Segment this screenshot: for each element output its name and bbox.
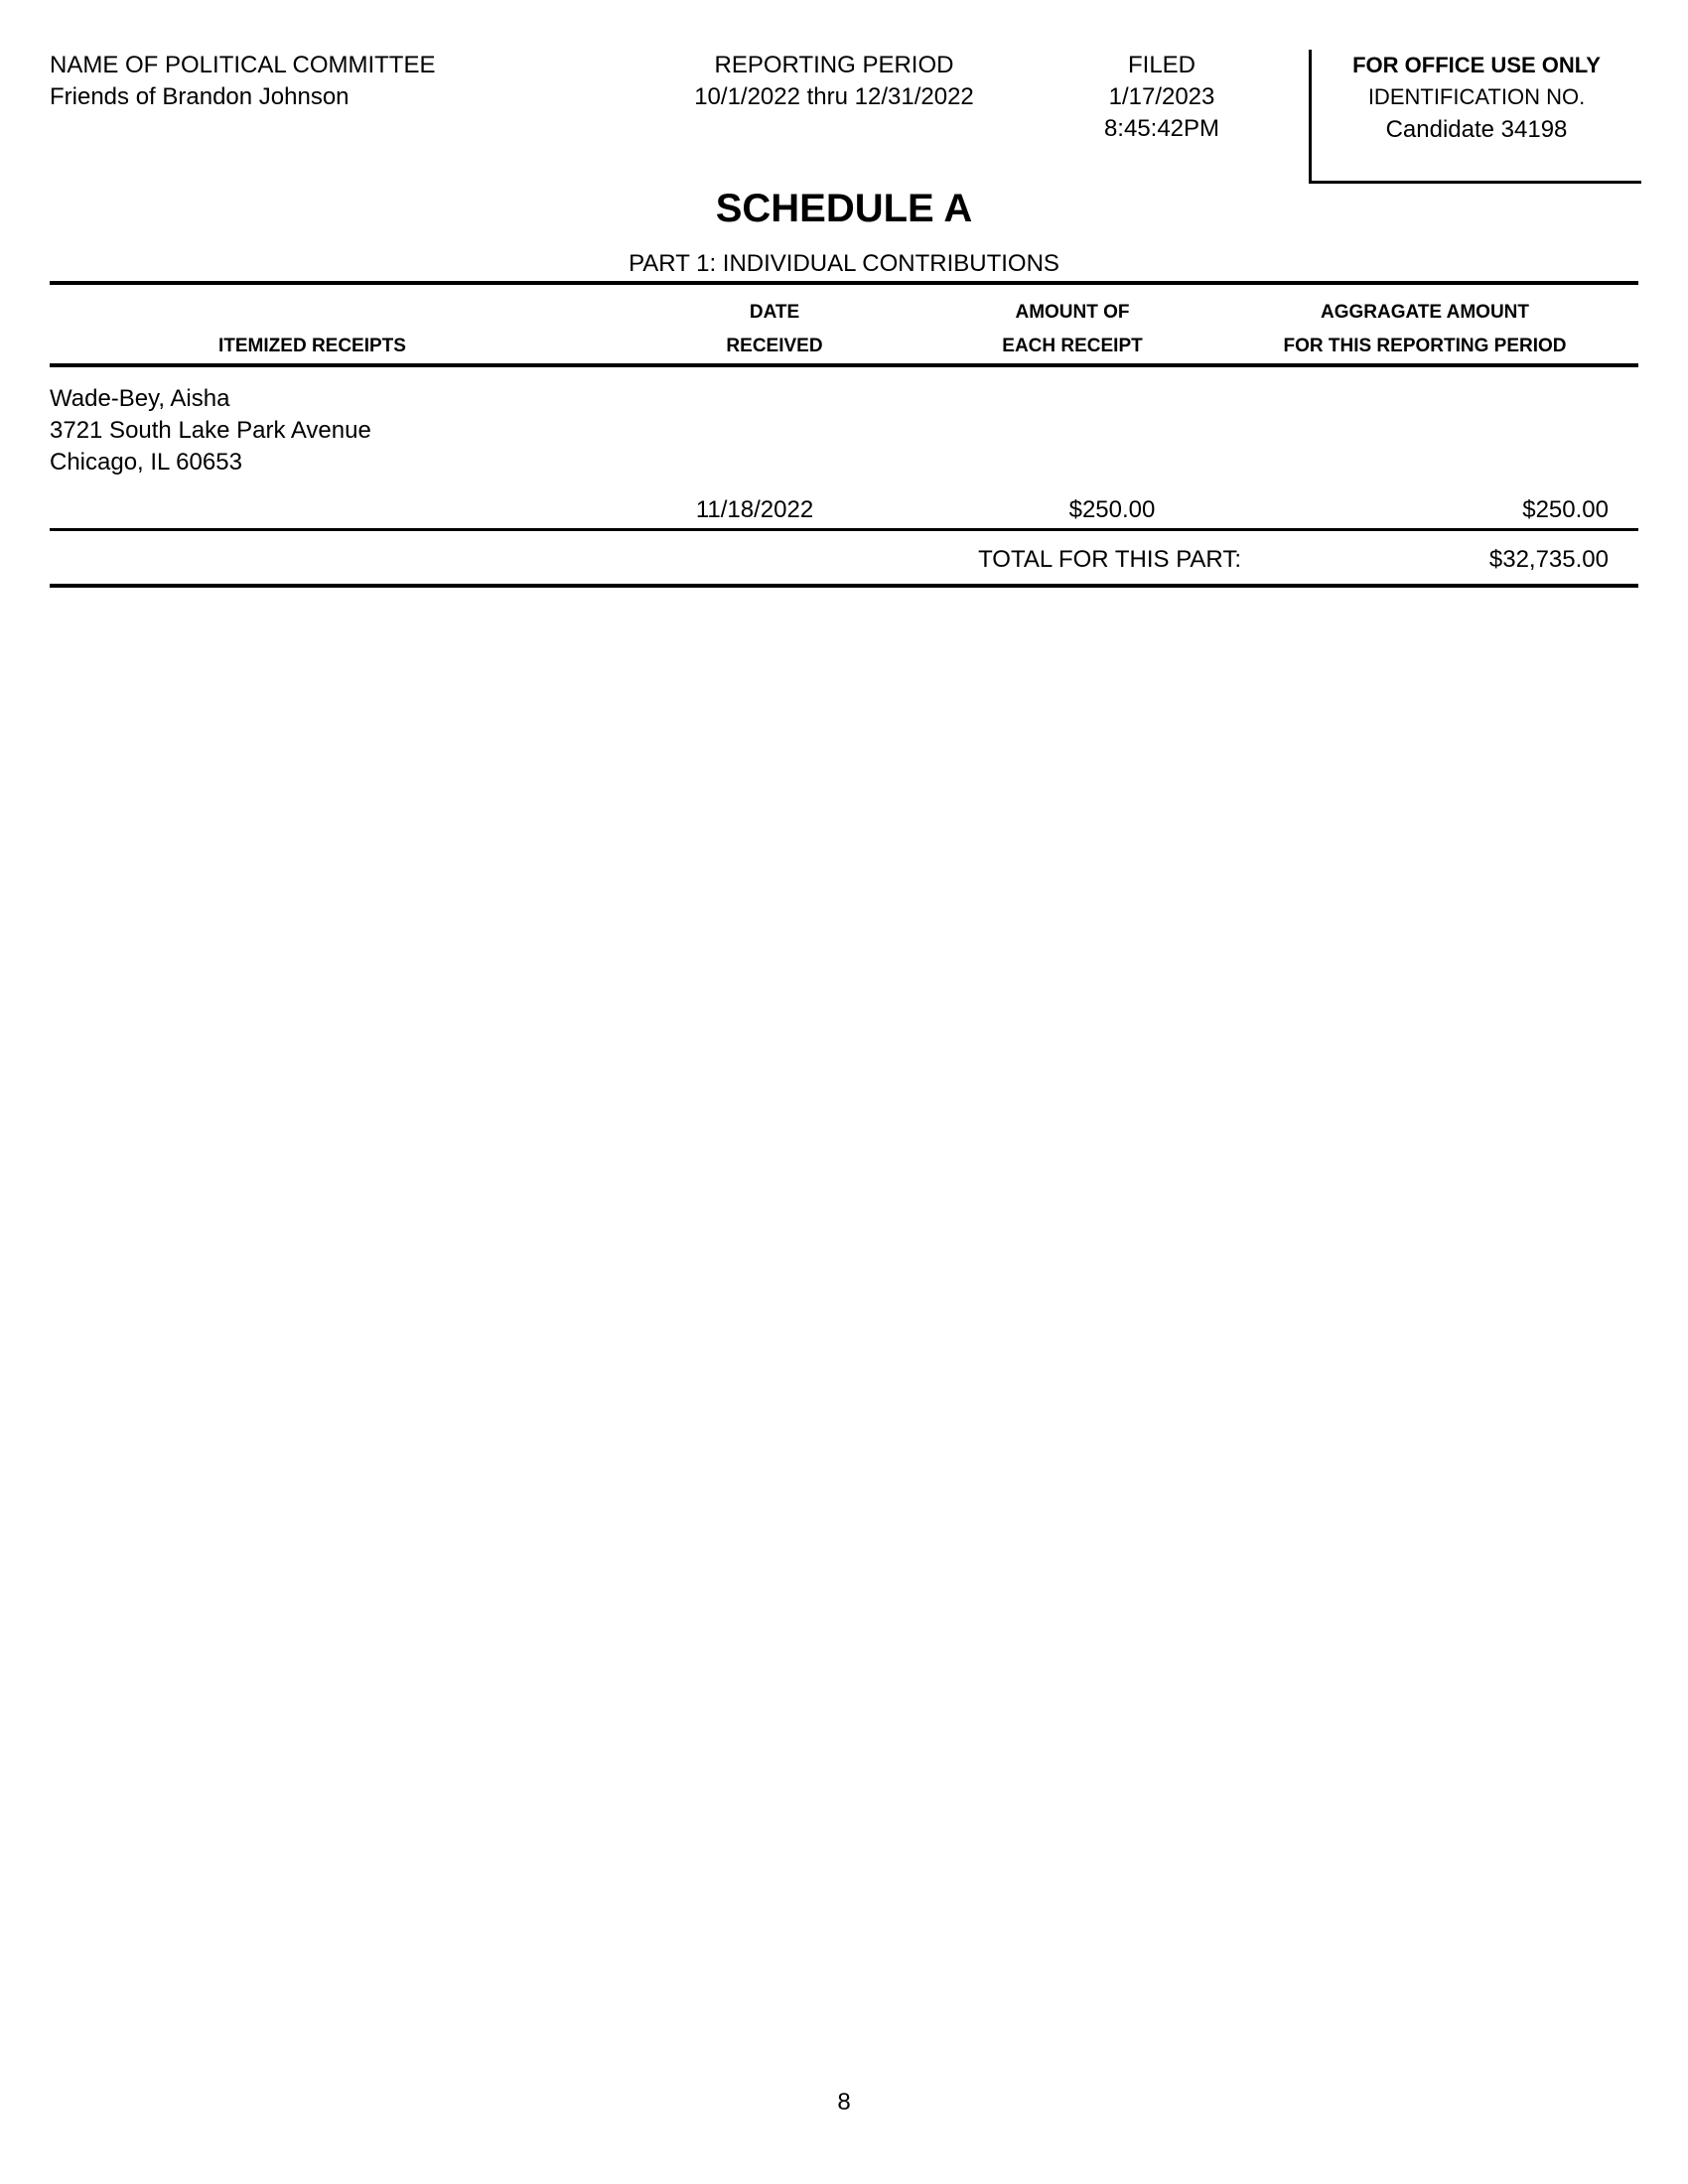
reporting-period-label: REPORTING PERIOD [714, 52, 954, 78]
total-rule [50, 584, 1638, 588]
page-number: 8 [837, 2089, 851, 2116]
contributor-name: Wade-Bey, Aisha [50, 385, 230, 412]
col-header-amount-line1: AMOUNT OF [1015, 302, 1130, 323]
col-header-aggregate-line1: AGGRAGATE AMOUNT [1320, 302, 1530, 323]
contribution-amount: $250.00 [1068, 496, 1156, 523]
identification-value: Candidate 34198 [1385, 116, 1568, 143]
contributor-address: 3721 South Lake Park Avenue [50, 417, 371, 444]
committee-label: NAME OF POLITICAL COMMITTEE [50, 52, 436, 78]
total-label: TOTAL FOR THIS PART: [978, 546, 1241, 573]
total-value: $32,735.00 [1488, 546, 1609, 573]
header-top-rule [50, 281, 1638, 285]
col-header-amount [973, 296, 1172, 363]
contributor-block [50, 383, 371, 478]
col-header-date-line2: RECEIVED [726, 336, 823, 356]
part-title: PART 1: INDIVIDUAL CONTRIBUTIONS [629, 250, 1059, 277]
schedule-title: SCHEDULE A [715, 187, 973, 230]
identification-label: IDENTIFICATION NO. [1367, 84, 1586, 109]
office-use-box [1309, 50, 1641, 184]
filed-time: 8:45:42PM [1103, 115, 1220, 142]
header-bottom-rule [50, 363, 1638, 367]
filed-block [1053, 50, 1271, 145]
filed-date: 1/17/2023 [1108, 83, 1215, 110]
contributor-city: Chicago, IL 60653 [50, 449, 242, 476]
col-header-date-received [675, 296, 874, 363]
col-header-aggregate-line2: FOR THIS REPORTING PERIOD [1283, 336, 1567, 356]
reporting-period-value: 10/1/2022 thru 12/31/2022 [694, 83, 974, 110]
filed-label: FILED [1127, 52, 1196, 78]
contribution-date: 11/18/2022 [695, 496, 814, 523]
reporting-period-block [635, 50, 1033, 113]
committee-block [50, 50, 435, 113]
office-use-title: FOR OFFICE USE ONLY [1352, 53, 1601, 77]
col-header-date-line1: DATE [749, 302, 800, 323]
col-header-amount-line2: EACH RECEIPT [1002, 336, 1143, 356]
col-header-aggregate [1261, 296, 1589, 363]
contribution-aggregate: $250.00 [1522, 496, 1609, 523]
col-header-itemized-receipts: ITEMIZED RECEIPTS [218, 336, 406, 356]
committee-name: Friends of Brandon Johnson [50, 83, 350, 110]
row-rule [50, 528, 1638, 531]
